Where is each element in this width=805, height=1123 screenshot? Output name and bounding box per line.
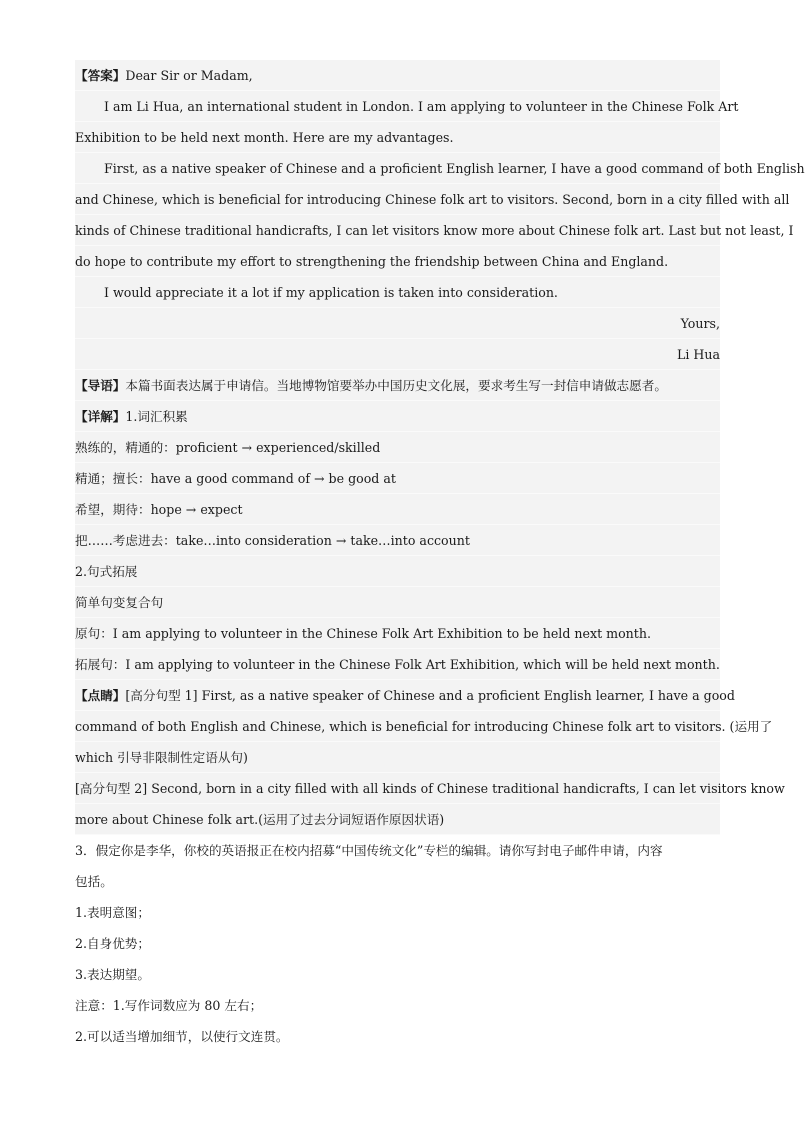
- letter-closing: Yours,: [75, 308, 720, 339]
- original-sentence: 原句：I am applying to volunteer in the Chinese Folk Art Exhibition to be held next month.: [75, 618, 720, 649]
- question3-point-1: 1.表明意图；: [75, 905, 150, 920]
- detail-label: 【详解】: [75, 409, 126, 424]
- highlight-label: 【点睛】: [75, 688, 126, 703]
- salutation: Dear Sir or Madam,: [125, 68, 253, 83]
- answer-salutation-line: [75, 60, 720, 91]
- question3-note-1: 注意：1.写作词数应为 80 左右；: [75, 998, 263, 1013]
- vocab-item-2: 精通；擅长：have a good command of → be good at: [75, 463, 720, 494]
- letter-p1-line-2: Exhibition to be held next month. Here are my advantages.: [75, 122, 720, 153]
- highlight-line-3: which 引导非限制性定语从句): [75, 742, 720, 773]
- letter-p2-line-4: do hope to contribute my effort to strengthening the friendship between China and England.: [75, 246, 720, 277]
- vocab-item-4: 把……考虑进去：take…into consideration → take…into account: [75, 525, 720, 556]
- letter-p2-line-1: First, as a native speaker of Chinese and a proficient English learner, I have a good command of both English: [75, 153, 720, 184]
- highlight-line-1: [75, 680, 735, 711]
- guide-line: [75, 370, 720, 401]
- letter-p3-line: I would appreciate it a lot if my application is taken into consideration.: [75, 277, 720, 308]
- question3-point-3: 3.表达期望。: [75, 967, 150, 982]
- question3-line-1: 3．假定你是李华，你校的英语报正在校内招募“中国传统文化”专栏的编辑。请你写封电子邮件申请，内容: [75, 843, 663, 858]
- expanded-sentence: 拓展句：I am applying to volunteer in the Chinese Folk Art Exhibition, which will be held next month.: [75, 649, 720, 680]
- highlight-line-4: [高分句型 2] Second, born in a city filled with all kinds of Chinese traditional handicrafts, I can let visitors know: [75, 773, 720, 804]
- answer-label: 【答案】: [75, 68, 126, 83]
- highlight-text-1: [高分句型 1] First, as a native speaker of Chinese and a proficient English learner, I have a good: [125, 688, 735, 703]
- letter-p2-line-3: kinds of Chinese traditional handicrafts, I can let visitors know more about Chinese folk art. Last but not least, I: [75, 215, 720, 246]
- vocab-item-3: 希望，期待：hope → expect: [75, 494, 720, 525]
- sentence-subtitle: 简单句变复合句: [75, 587, 720, 618]
- guide-label: 【导语】: [75, 378, 126, 393]
- vocab-item-1: 熟练的，精通的：proficient → experienced/skilled: [75, 432, 720, 463]
- vocab-title: 1.词汇积累: [125, 409, 188, 424]
- question3-line-2: 包括。: [75, 874, 113, 889]
- guide-text: 本篇书面表达属于申请信。当地博物馆要举办中国历史文化展，要求考生写一封信申请做志愿者。: [125, 378, 667, 393]
- detail-line: [75, 401, 720, 432]
- highlight-line-2: command of both English and Chinese, which is beneficial for introducing Chinese folk art to visitors. (运用了: [75, 711, 720, 742]
- document-content: [75, 60, 805, 1052]
- letter-p2-line-2: and Chinese, which is beneficial for introducing Chinese folk art to visitors. Second, born in a city filled with all: [75, 184, 720, 215]
- letter-signature: Li Hua: [75, 339, 720, 370]
- letter-p1-line-1: I am Li Hua, an international student in London. I am applying to volunteer in the Chinese Folk Art: [75, 91, 720, 122]
- question3-point-2: 2.自身优势；: [75, 936, 150, 951]
- highlight-line-5: more about Chinese folk art.(运用了过去分词短语作原因状语): [75, 804, 720, 835]
- sentence-title: 2.句式拓展: [75, 556, 720, 587]
- question3-note-2: 2.可以适当增加细节，以使行文连贯。: [75, 1029, 289, 1044]
